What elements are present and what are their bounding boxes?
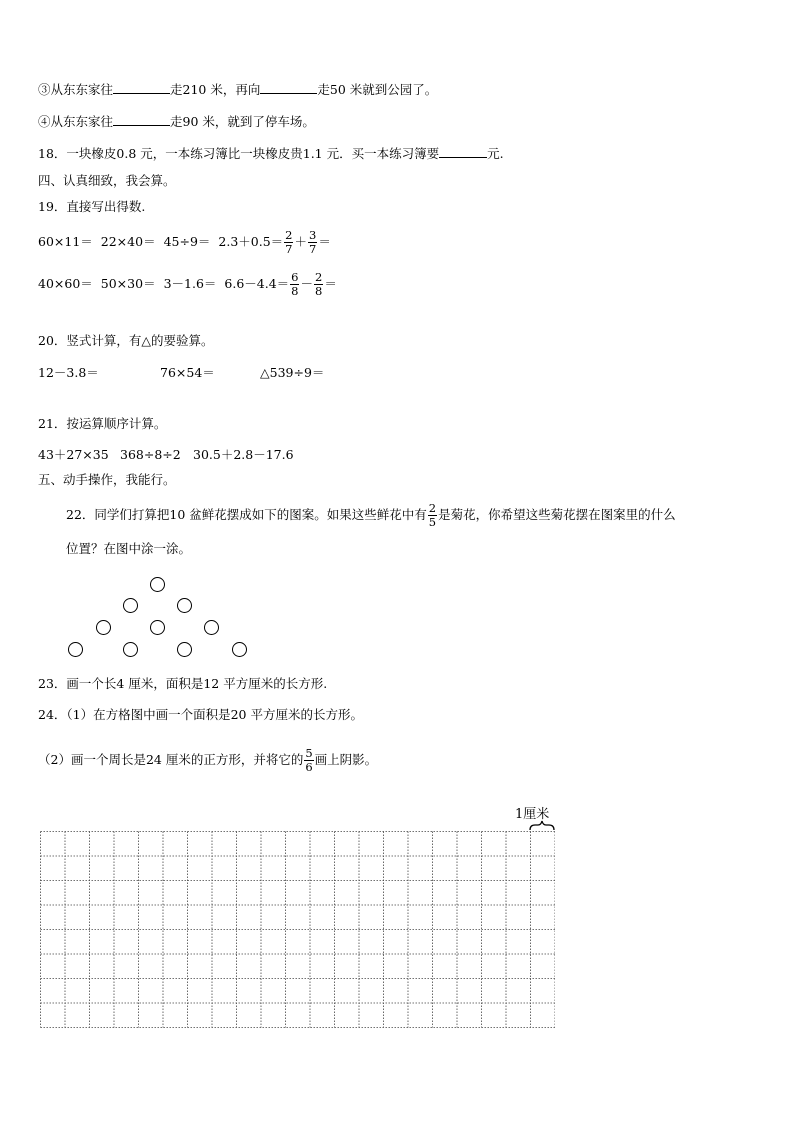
flower-pot-circle[interactable] [232, 642, 247, 657]
question-20-title: 20．竖式计算，有△的要验算。 [38, 333, 214, 348]
question-19-title: 19．直接写出得数. [38, 199, 146, 214]
fraction: $\frac{6}{8}$ [291, 269, 299, 298]
fraction: $\frac{2}{7}$ [285, 227, 293, 256]
equals-sign: ＝ [318, 234, 331, 249]
answer-blank[interactable] [113, 113, 170, 126]
q22-text-1: 22．同学们打算把10 盆鲜花摆成如下的图案。如果这些鲜花中有 [66, 507, 427, 522]
q21-expr-3: 30.5＋2.8－17.6 [193, 447, 294, 462]
expression: 3－1.6＝ [163, 276, 217, 291]
q20-expr-3: △539÷9＝ [260, 365, 325, 380]
flower-pot-circle[interactable] [150, 577, 165, 592]
question-21-title: 21．按运算顺序计算。 [38, 416, 167, 431]
expression: 2.3＋0.5＝ [218, 234, 284, 249]
q17-part3-text-3: 走50 米就到公园了。 [317, 82, 438, 97]
flower-pot-circle[interactable] [123, 642, 138, 657]
question-22-line-1 [66, 500, 676, 530]
flower-pot-circle[interactable] [150, 620, 165, 635]
question-23: 23．画一个长4 厘米，面积是12 平方厘米的长方形. [38, 676, 328, 691]
fraction: $\frac{3}{7}$ [309, 227, 317, 256]
answer-blank[interactable] [439, 145, 487, 158]
question-24-part-2 [38, 744, 377, 776]
flower-pot-circle[interactable] [123, 598, 138, 613]
q17-part4-text-1: 从东东家往 [50, 114, 114, 129]
q17-part3-text-2: 走210 米，再向 [170, 82, 261, 97]
flower-pot-circle[interactable] [177, 642, 192, 657]
q17-part3 [38, 81, 437, 99]
square-grid[interactable] [40, 831, 555, 1031]
q24-part2-text-1: （2）画一个周长是24 厘米的正方形，并将它的 [38, 752, 304, 767]
q17-part4-text-2: 走90 米，就到了停车场。 [170, 114, 315, 129]
fraction: $\frac{5}{6}$ [305, 745, 313, 774]
q17-part4 [38, 113, 315, 131]
flower-pot-circle[interactable] [68, 642, 83, 657]
expression: 45÷9＝ [163, 234, 211, 249]
q18-tail: 元. [487, 146, 504, 161]
fraction: $\frac{2}{5}$ [428, 500, 437, 529]
flower-pot-circle[interactable] [204, 620, 219, 635]
flower-pot-circle[interactable] [96, 620, 111, 635]
expression: 22×40＝ [100, 234, 156, 249]
answer-blank[interactable] [260, 81, 317, 94]
flower-pot-circle[interactable] [177, 598, 192, 613]
operator: ＋ [294, 234, 307, 249]
expression: 50×30＝ [100, 276, 156, 291]
q18-text: 18．一块橡皮0.8 元，一本练习簿比一块橡皮贵1.1 元．买一本练习簿要 [38, 146, 440, 161]
q20-expr-1: 12－3.8＝ [38, 365, 99, 380]
circled-number-3: ③ [38, 82, 51, 97]
operator: － [300, 276, 313, 291]
scale-label: 1厘米 [515, 807, 550, 822]
q21-expr-2: 368÷8÷2 [120, 447, 181, 462]
equals-sign: ＝ [324, 276, 337, 291]
q21-expr-1: 43＋27×35 [38, 447, 109, 462]
expression: 6.6－4.4＝ [224, 276, 290, 291]
question-24-part-1: 24．（1）在方格图中画一个面积是20 平方厘米的长方形。 [38, 707, 363, 722]
q24-part2-text-2: 画上阴影。 [314, 752, 378, 767]
question-22-line-2: 位置？在图中涂一涂。 [66, 541, 192, 556]
q20-expr-2: 76×54＝ [160, 365, 215, 380]
q22-text-2: 是菊花，你希望这些菊花摆在图案里的什么 [438, 507, 676, 522]
fraction: $\frac{2}{8}$ [315, 269, 323, 298]
q19-row-2 [38, 271, 337, 298]
answer-blank[interactable] [113, 81, 170, 94]
circled-number-4: ④ [38, 114, 51, 129]
q19-row-1 [38, 229, 331, 256]
section-5-heading: 五、动手操作，我能行。 [38, 472, 176, 487]
q17-part3-text-1: 从东东家往 [50, 82, 114, 97]
expression: 60×11＝ [38, 234, 93, 249]
section-4-heading: 四、认真细致，我会算。 [38, 173, 176, 188]
expression: 40×60＝ [38, 276, 93, 291]
question-18 [38, 145, 504, 163]
